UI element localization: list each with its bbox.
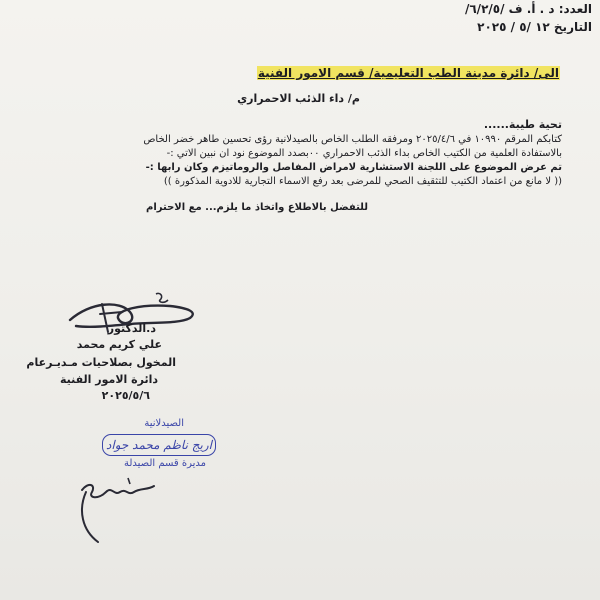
signer-role: المخول بصلاحيات مـديـرعام bbox=[26, 356, 176, 369]
reference-number: العدد: د . أ. ف /٦/٢/٥/ bbox=[464, 2, 592, 16]
body-paragraph-line: كتابكم المرقم ١٠٩٩٠ في ٢٠٢٥/٤/٦ ومرفقه الطلب الخاص بالصيدلانية رؤى تحسين طاهر خضر الخاص bbox=[143, 134, 562, 145]
stamp-name: اريج ناظم محمد جواد bbox=[102, 434, 216, 456]
stamp-bottom-text: مديرة قسم الصيدلة bbox=[123, 458, 206, 469]
stamp-top-text: الصيدلانية bbox=[144, 418, 184, 429]
subject-line: م/ داء الذئب الاحمراري bbox=[237, 92, 360, 105]
signer-department: دائرة الامور الفنية bbox=[59, 373, 158, 386]
recipient-line: الى/ دائرة مدينة الطب التعليمية/ قسم الامور الفنية bbox=[257, 66, 559, 80]
document-date: التاريخ ١٢ /٥ / ٢٠٢٥ bbox=[477, 20, 592, 34]
committee-opinion: (( لا مانع من اعتماد الكتيب للتثقيف الصحي للمرضى بعد رفع الاسماء التجارية للادوية المذكورة )) bbox=[163, 176, 562, 187]
closing-line: للتفضل بالاطلاع واتخاذ ما يلزم... مع الاحترام bbox=[146, 202, 368, 213]
signer-name: علي كريم محمد bbox=[76, 338, 162, 351]
committee-line: تم عرض الموضوع على اللجنة الاستشارية لامراض المفاصل والروماتيزم وكان رابها :- bbox=[145, 162, 562, 173]
greeting: تحية طيبة...... bbox=[483, 118, 562, 131]
signature-date: ٢٠٢٥/٥/٦ bbox=[101, 389, 150, 402]
signer-title: د.الدكتور bbox=[107, 322, 156, 335]
handwritten-initials bbox=[68, 470, 168, 550]
body-paragraph-line: بالاستفادة العلمية من الكتيب الخاص بداء الذئب الاحمراري ٠٠بصدد الموضوع نود ان نبين الاتي :- bbox=[166, 148, 562, 159]
